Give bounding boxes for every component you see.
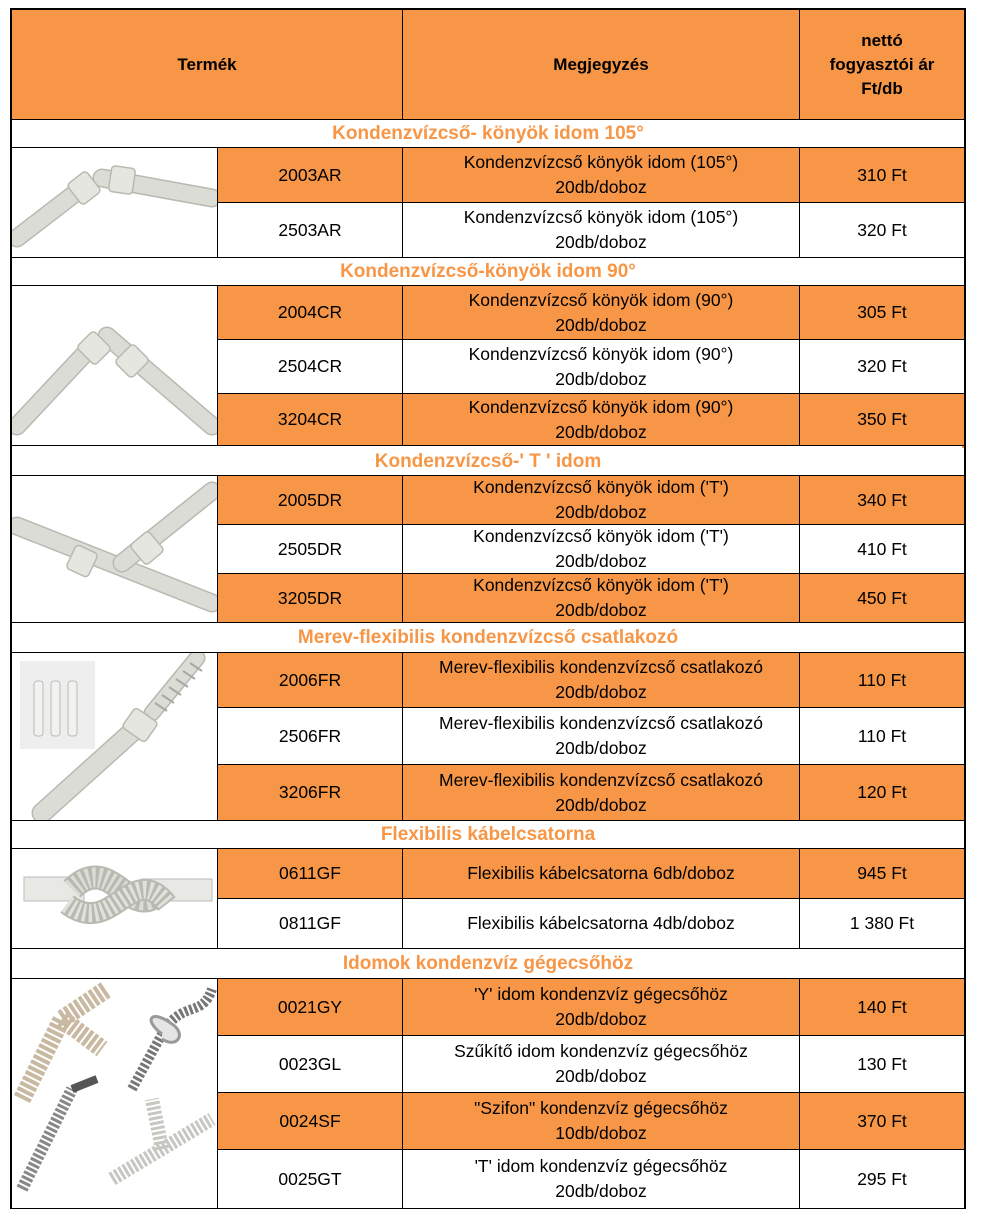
product-code: 2506FR [218,708,403,765]
product-code: 2005DR [218,476,403,525]
product-code: 2003AR [218,148,403,203]
product-note: "Szifon" kondenzvíz gégecsőhöz 10db/doboz [403,1093,800,1150]
product-code: 2503AR [218,203,403,258]
product-price: 320 Ft [800,203,964,258]
product-price: 340 Ft [800,476,964,525]
product-note: Kondenzvízcső könyök idom (105°) 20db/doboz [403,203,800,258]
pipe-tee-icon [12,476,218,623]
flexible-connector-icon [12,653,218,821]
section-title: Kondenzvízcső- könyök idom 105° [12,120,964,148]
section-title: Kondenzvízcső-' T ' idom [12,448,964,476]
product-note: Kondenzvízcső könyök idom ('T') 20db/doboz [403,476,800,525]
product-note: Kondenzvízcső könyök idom (105°) 20db/doboz [403,148,800,203]
product-code: 0023GL [218,1036,403,1093]
section-title: Merev-flexibilis kondenzvízcső csatlakozó [12,623,964,653]
header-price: nettó fogyasztói ár Ft/db [800,10,964,120]
product-note: Kondenzvízcső könyök idom ('T') 20db/doboz [403,525,800,574]
product-price: 450 Ft [800,574,964,623]
product-code: 3204CR [218,394,403,446]
product-code: 3206FR [218,765,403,821]
product-code: 0811GF [218,899,403,949]
product-note: Flexibilis kábelcsatorna 4db/doboz [403,899,800,949]
product-note: Merev-flexibilis kondenzvízcső csatlakozó 20db/doboz [403,708,800,765]
product-note: Merev-flexibilis kondenzvízcső csatlakozó 20db/doboz [403,653,800,708]
product-price: 120 Ft [800,765,964,821]
corrugated-hose-fittings-icon [12,979,218,1209]
product-note: Flexibilis kábelcsatorna 6db/doboz [403,849,800,899]
product-code: 2505DR [218,525,403,574]
product-note: Kondenzvízcső könyök idom (90°) 20db/doboz [403,286,800,340]
price-table [10,8,966,1209]
product-note: Kondenzvízcső könyök idom (90°) 20db/doboz [403,394,800,446]
section-title: Idomok kondenzvíz gégecsőhöz [12,949,964,979]
header-note: Megjegyzés [403,10,800,120]
product-price: 310 Ft [800,148,964,203]
product-price: 295 Ft [800,1150,964,1209]
section-title: Flexibilis kábelcsatorna [12,821,964,849]
product-note: Merev-flexibilis kondenzvízcső csatlakozó 20db/doboz [403,765,800,821]
product-price: 130 Ft [800,1036,964,1093]
product-price: 1 380 Ft [800,899,964,949]
product-price: 305 Ft [800,286,964,340]
product-note: Kondenzvízcső könyök idom (90°) 20db/doboz [403,340,800,394]
product-price: 410 Ft [800,525,964,574]
product-price: 110 Ft [800,708,964,765]
product-price: 945 Ft [800,849,964,899]
product-note: 'Y' idom kondenzvíz gégecsőhöz 20db/doboz [403,979,800,1036]
product-code: 0611GF [218,849,403,899]
product-price: 370 Ft [800,1093,964,1150]
product-note: Kondenzvízcső könyök idom ('T') 20db/doboz [403,574,800,623]
product-note: Szűkítő idom kondenzvíz gégecsőhöz 20db/doboz [403,1036,800,1093]
product-price: 350 Ft [800,394,964,446]
product-price: 140 Ft [800,979,964,1036]
product-code: 0025GT [218,1150,403,1209]
product-code: 2504CR [218,340,403,394]
product-code: 3205DR [218,574,403,623]
pipe-elbow-105-icon [12,148,218,258]
header-product: Termék [12,10,403,120]
pipe-elbow-90-icon [12,286,218,446]
flexible-cable-duct-icon [12,849,218,949]
product-code: 2004CR [218,286,403,340]
product-note: 'T' idom kondenzvíz gégecsőhöz 20db/doboz [403,1150,800,1209]
section-title: Kondenzvízcső-könyök idom 90° [12,258,964,286]
product-price: 110 Ft [800,653,964,708]
product-code: 0021GY [218,979,403,1036]
product-price: 320 Ft [800,340,964,394]
product-code: 2006FR [218,653,403,708]
product-code: 0024SF [218,1093,403,1150]
